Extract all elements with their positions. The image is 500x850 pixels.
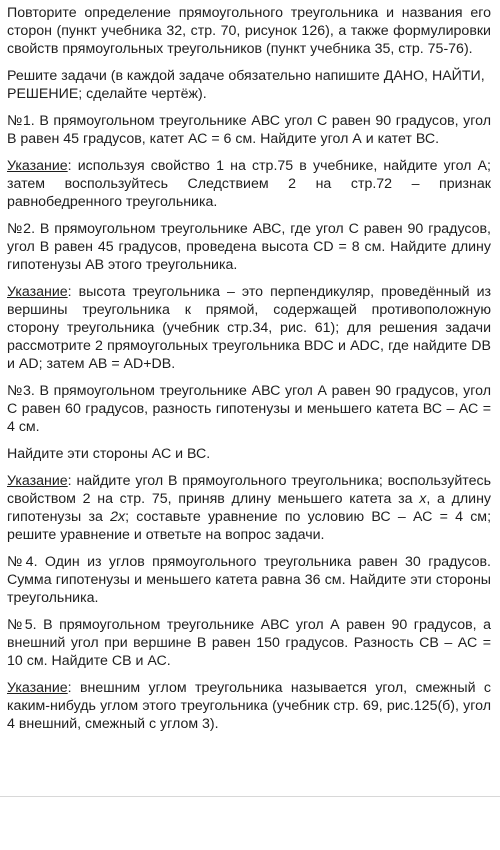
hint-5	[7, 679, 491, 733]
hint-3-2x: 2х	[110, 509, 126, 525]
problem-3: №3. В прямоугольном треугольнике АВС угол А равен 90 градусов, угол С равен 60 градусов, разность гипотенузы и меньшего катета ВС – АС = 4 см.	[7, 383, 491, 435]
hint-3-label: Указание	[7, 473, 68, 489]
intro-paragraph: Повторите определение прямоугольного треугольника и названия его сторон (пункт учебника 32, стр. 70, рисунок 126), а также формулировки свойств прямоугольных треугольников (пункт учебника 35, стр. 75-76).	[7, 5, 491, 57]
hint-5-text: : внешним углом треугольника называется угол, смежный с каким-нибудь углом этого треугольника (учебник стр. 69, рис.125(б), угол 4 внешний, смежный с углом 3).	[7, 680, 491, 732]
hint-3-part2: , а длину гипотенузы за	[7, 491, 491, 525]
hint-2	[7, 283, 491, 373]
hint-3-part3: ; составьте уравнение по условию ВС – АС = 4 см; решите уравнение и ответьте на вопрос задачи.	[7, 509, 492, 543]
hint-3-part1: : найдите угол В прямоугольного треугольника; воспользуйтесь свойством 2 на стр. 75, приняв длину меньшего катета за	[7, 473, 491, 507]
hint-2-text: : высота треугольника – это перпендикуляр, проведённый из вершины треугольника к прямой, содержащей противоположную сторону треугольника (учебник стр.34, рис. 61); для решения задачи рассмотрите 2 прямоугольных треугольника BDC и ADC, где найдите DB и AD; затем АВ = AD+DB.	[7, 284, 491, 372]
problem-5: №5. В прямоугольном треугольнике АВС угол А равен 90 градусов, а внешний угол при вершине В равен 150 градусов. Разность СВ – АС = 10 см. Найдите СВ и АС.	[7, 617, 491, 669]
hint-1-label: Указание	[7, 158, 68, 174]
hint-5-label: Указание	[7, 680, 68, 696]
hint-1-text: : используя свойство 1 на стр.75 в учебнике, найдите угол А; затем воспользуйтесь Следствием 2 на стр.72 – признак равнобедренного треугольника.	[7, 158, 491, 210]
problem-1: №1. В прямоугольном треугольнике АВС угол С равен 90 градусов, угол В равен 45 градусов, катет АС = 6 см. Найдите угол А и катет ВС.	[7, 113, 491, 147]
hint-3-x: х	[419, 491, 427, 507]
problem-2: №2. В прямоугольном треугольнике АВС, где угол С равен 90 градусов, угол В равен 45 градусов, проведена высота CD = 8 см. Найдите длину гипотенузы АВ этого треугольника.	[7, 221, 491, 273]
hint-3	[7, 472, 491, 544]
blank-footer-area	[0, 797, 500, 850]
problem-3-find: Найдите эти стороны АС и ВС.	[7, 446, 211, 462]
instructions-paragraph: Решите задачи (в каждой задаче обязательно напишите ДАНО, НАЙТИ, РЕШЕНИЕ; сделайте чертёж).	[7, 68, 485, 102]
hint-2-label: Указание	[7, 284, 68, 300]
problem-4: №4. Один из углов прямоугольного треугольника равен 30 градусов. Сумма гипотенузы и меньшего катета равна 36 см. Найдите эти стороны треугольника.	[7, 554, 491, 606]
hint-1	[7, 157, 491, 211]
